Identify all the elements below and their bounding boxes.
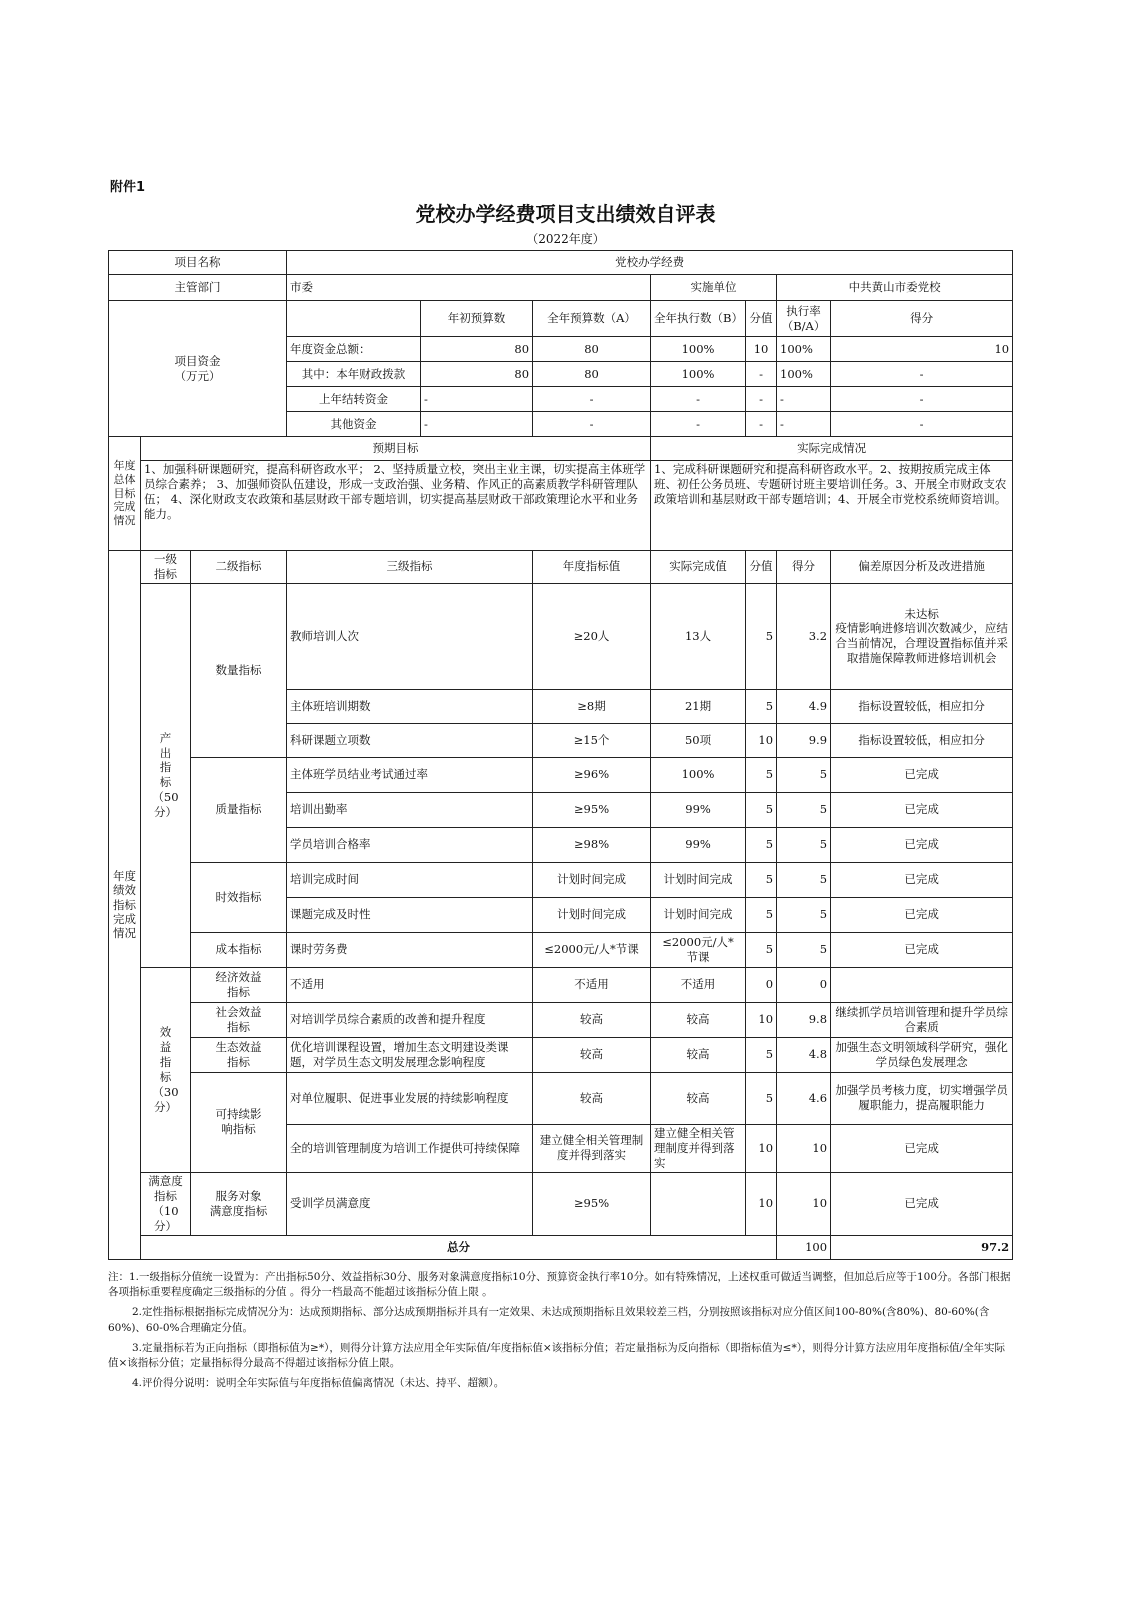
funds-cell: 10 bbox=[746, 337, 777, 362]
indicator-target: ≥96% bbox=[533, 757, 651, 792]
funds-cell: - bbox=[746, 412, 777, 437]
funds-cell: 80 bbox=[533, 362, 651, 387]
funds-cell: 80 bbox=[421, 337, 533, 362]
expected-goal-text: 1、加强科研课题研究，提高科研咨政水平； 2、坚持质量立校，突出主业主课，切实提高主体班学员综合素养； 3、加强师资队伍建设，形成一支政治强、业务精、作风正的高素质教学科研管理队伍； 4、深化财政支农政策和基层财政干部专题培训，切实提高基层财政干部政策理论水平和业务能力。 bbox=[141, 461, 651, 551]
funds-cell: - bbox=[777, 412, 831, 437]
indicator-name: 对培训学员综合素质的改善和提升程度 bbox=[287, 1002, 533, 1037]
indicator-target: 建立健全相关管理制度并得到落实 bbox=[533, 1124, 651, 1172]
funds-cell: - bbox=[651, 412, 746, 437]
project-name-value: 党校办学经费 bbox=[287, 251, 1013, 275]
l2-cost: 成本指标 bbox=[191, 932, 287, 967]
l2-economic: 经济效益 指标 bbox=[191, 967, 287, 1002]
funds-header-col: 分值 bbox=[746, 301, 777, 337]
funds-header-col: 年初预算数 bbox=[421, 301, 533, 337]
indicator-score: 5 bbox=[746, 792, 777, 827]
indicator-name: 课题完成及时性 bbox=[287, 897, 533, 932]
actual-goal-header: 实际完成情况 bbox=[651, 437, 1013, 461]
indicator-name: 培训完成时间 bbox=[287, 862, 533, 897]
indicator-got: 5 bbox=[777, 827, 831, 862]
indicator-name: 全的培训管理制度为培训工作提供可持续保障 bbox=[287, 1124, 533, 1172]
header-got: 得分 bbox=[777, 551, 831, 584]
l2-ecological: 生态效益 指标 bbox=[191, 1037, 287, 1072]
indicator-target: 较高 bbox=[533, 1072, 651, 1124]
indicator-target: ≥98% bbox=[533, 827, 651, 862]
indicator-reason bbox=[831, 967, 1013, 1002]
funds-cell: - bbox=[421, 387, 533, 412]
indicator-score: 5 bbox=[746, 862, 777, 897]
indicator-actual: 建立健全相关管理制度并得到落实 bbox=[651, 1124, 746, 1172]
indicator-score: 5 bbox=[746, 1037, 777, 1072]
page-title: 党校办学经费项目支出绩效自评表 bbox=[415, 202, 716, 226]
indicator-score: 0 bbox=[746, 967, 777, 1002]
indicator-actual: 99% bbox=[651, 827, 746, 862]
indicator-name: 培训出勤率 bbox=[287, 792, 533, 827]
indicator-target: 较高 bbox=[533, 1037, 651, 1072]
indicator-score: 10 bbox=[746, 1124, 777, 1172]
indicator-reason: 已完成 bbox=[831, 827, 1013, 862]
indicator-got: 9.8 bbox=[777, 1002, 831, 1037]
indicator-target: ≤2000元/人*节课 bbox=[533, 932, 651, 967]
indicator-reason: 已完成 bbox=[831, 792, 1013, 827]
indicator-score: 5 bbox=[746, 689, 777, 723]
indicator-score: 5 bbox=[746, 757, 777, 792]
funds-header-col: 全年执行数（B） bbox=[651, 301, 746, 337]
l2-timeliness: 时效指标 bbox=[191, 862, 287, 932]
l2-sustainable: 可持续影 响指标 bbox=[191, 1072, 287, 1172]
l2-service: 服务对象 满意度指标 bbox=[191, 1172, 287, 1235]
indicator-score: 5 bbox=[746, 932, 777, 967]
indicator-target: ≥95% bbox=[533, 792, 651, 827]
header-actual: 实际完成值 bbox=[651, 551, 746, 584]
funds-cell: 100% bbox=[777, 337, 831, 362]
funds-cell: - bbox=[421, 412, 533, 437]
indicator-got: 5 bbox=[777, 757, 831, 792]
indicator-actual: 较高 bbox=[651, 1037, 746, 1072]
indicator-actual: 13人 bbox=[651, 583, 746, 689]
indicator-got: 5 bbox=[777, 932, 831, 967]
funds-cell: - bbox=[831, 412, 1013, 437]
dept-label: 主管部门 bbox=[109, 275, 287, 301]
indicator-actual: 计划时间完成 bbox=[651, 897, 746, 932]
funds-cell: 80 bbox=[421, 362, 533, 387]
indicator-actual: 较高 bbox=[651, 1002, 746, 1037]
indicator-got: 3.2 bbox=[777, 583, 831, 689]
l2-quantity: 数量指标 bbox=[191, 583, 287, 757]
funds-row-label: 年度资金总额： bbox=[287, 337, 421, 362]
header-l1: 一级 指标 bbox=[141, 551, 191, 584]
indicator-reason: 已完成 bbox=[831, 862, 1013, 897]
indicator-reason: 已完成 bbox=[831, 757, 1013, 792]
satisfaction-indicator-label: 满意度 指标 （10分） bbox=[141, 1172, 191, 1235]
indicator-got: 5 bbox=[777, 792, 831, 827]
funds-cell: - bbox=[777, 387, 831, 412]
indicator-got: 4.9 bbox=[777, 689, 831, 723]
year-subtitle: （2022年度） bbox=[526, 232, 605, 246]
note-item: 4.评价得分说明：说明全年实际值与年度指标值偏离情况（未达、持平、超额）。 bbox=[132, 1377, 505, 1390]
indicator-name: 教师培训人次 bbox=[287, 583, 533, 689]
total-got: 97.2 bbox=[831, 1235, 1013, 1259]
total-score: 100 bbox=[777, 1235, 831, 1259]
indicator-got: 10 bbox=[777, 1124, 831, 1172]
funds-row-label: 上年结转资金 bbox=[287, 387, 421, 412]
benefit-indicator-label: 效 益 指 标 （30分） bbox=[141, 967, 191, 1172]
indicator-name: 不适用 bbox=[287, 967, 533, 1002]
indicator-name: 优化培训课程设置，增加生态文明建设类课题，对学员生态文明发展理念影响程度 bbox=[287, 1037, 533, 1072]
indicator-score: 5 bbox=[746, 897, 777, 932]
header-l2: 二级指标 bbox=[191, 551, 287, 584]
indicator-name: 学员培训合格率 bbox=[287, 827, 533, 862]
funds-cell: - bbox=[746, 387, 777, 412]
indicator-got: 0 bbox=[777, 967, 831, 1002]
indicator-name: 课时劳务费 bbox=[287, 932, 533, 967]
indicator-score: 5 bbox=[746, 583, 777, 689]
header-l3: 三级指标 bbox=[287, 551, 533, 584]
footnotes bbox=[108, 1270, 1012, 1397]
expected-goal-header: 预期目标 bbox=[141, 437, 651, 461]
indicator-score: 10 bbox=[746, 1002, 777, 1037]
funds-cell: - bbox=[651, 387, 746, 412]
indicator-name: 科研课题立项数 bbox=[287, 723, 533, 757]
indicator-got: 10 bbox=[777, 1172, 831, 1235]
funds-cell: 100% bbox=[651, 337, 746, 362]
unit-value: 中共黄山市委党校 bbox=[777, 275, 1013, 301]
funds-row-label: 其中：本年财政拨款 bbox=[287, 362, 421, 387]
header-reason: 偏差原因分析及改进措施 bbox=[831, 551, 1013, 584]
indicator-reason: 指标设置较低，相应扣分 bbox=[831, 723, 1013, 757]
indicator-reason: 已完成 bbox=[831, 897, 1013, 932]
header-target: 年度指标值 bbox=[533, 551, 651, 584]
indicator-target: ≥15个 bbox=[533, 723, 651, 757]
dept-value: 市委 bbox=[287, 275, 651, 301]
indicator-got: 5 bbox=[777, 862, 831, 897]
indicator-actual: ≤2000元/人* 节课 bbox=[651, 932, 746, 967]
indicator-score: 10 bbox=[746, 1172, 777, 1235]
indicator-actual: 21期 bbox=[651, 689, 746, 723]
attachment-label: 附件1 bbox=[110, 180, 146, 195]
funds-cell: - bbox=[831, 387, 1013, 412]
output-indicator-label: 产 出 指 标 （50分） bbox=[141, 583, 191, 967]
funds-row-label: 其他资金 bbox=[287, 412, 421, 437]
indicator-actual: 计划时间完成 bbox=[651, 862, 746, 897]
indicator-reason: 继续抓学员培训管理和提升学员综合素质 bbox=[831, 1002, 1013, 1037]
indicator-name: 主体班学员结业考试通过率 bbox=[287, 757, 533, 792]
funds-cell: 100% bbox=[777, 362, 831, 387]
actual-goal-text: 1、完成科研课题研究和提高科研咨政水平。2、按期按质完成主体班、初任公务员班、专题研讨班主要培训任务。3、开展全市财政支农政策培训和基层财政干部专题培训；4、开展全市党校系统师资培训。 bbox=[651, 461, 1013, 551]
indicator-got: 5 bbox=[777, 897, 831, 932]
indicator-actual: 100% bbox=[651, 757, 746, 792]
indicator-actual: 50项 bbox=[651, 723, 746, 757]
indicator-target: ≥8期 bbox=[533, 689, 651, 723]
indicator-score: 10 bbox=[746, 723, 777, 757]
total-label: 总分 bbox=[141, 1235, 777, 1259]
l2-quality: 质量指标 bbox=[191, 757, 287, 862]
funds-header-col: 得分 bbox=[831, 301, 1013, 337]
funds-cell: - bbox=[831, 362, 1013, 387]
indicator-got: 4.6 bbox=[777, 1072, 831, 1124]
funds-cell: - bbox=[533, 412, 651, 437]
funds-label: 项目资金 （万元） bbox=[109, 301, 287, 437]
indicator-name: 主体班培训期数 bbox=[287, 689, 533, 723]
note-item: 注：1.一级指标分值统一设置为：产出指标50分、效益指标30分、服务对象满意度指标10分、预算资金执行率10分。如有特殊情况，上述权重可做适当调整，但加总后应等于100分。各部门根据各项指标重要程度确定三级指标的分值 。得分一档最高不能超过该指标分值上限 。 bbox=[108, 1271, 1011, 1299]
indicator-target: 不适用 bbox=[533, 967, 651, 1002]
indicator-target: ≥95% bbox=[533, 1172, 651, 1235]
indicator-reason: 已完成 bbox=[831, 932, 1013, 967]
indicator-target: 计划时间完成 bbox=[533, 862, 651, 897]
note-item: 3.定量指标若为正向指标（即指标值为≥*），则得分计算方法应用全年实际值/年度指标值×该指标分值；若定量指标为反向指标（即指标值为≤*），则得分计算方法应用年度指标值/全年实际值×该指标分值；定量指标得分最高不得超过该指标分值上限。 bbox=[108, 1341, 1005, 1370]
indicator-actual bbox=[651, 1172, 746, 1235]
indicator-got: 4.8 bbox=[777, 1037, 831, 1072]
indicator-actual: 较高 bbox=[651, 1072, 746, 1124]
funds-header-col: 全年预算数（A） bbox=[533, 301, 651, 337]
indicator-got: 9.9 bbox=[777, 723, 831, 757]
goals-section-label: 年度总体目标完成情况 bbox=[109, 437, 141, 551]
funds-cell: - bbox=[746, 362, 777, 387]
indicator-target: 较高 bbox=[533, 1002, 651, 1037]
indicator-score: 5 bbox=[746, 827, 777, 862]
indicator-actual: 99% bbox=[651, 792, 746, 827]
indicator-reason: 加强生态文明领域科学研究，强化学员绿色发展理念 bbox=[831, 1037, 1013, 1072]
funds-header-blank bbox=[287, 301, 421, 337]
indicator-score: 5 bbox=[746, 1072, 777, 1124]
project-name-label: 项目名称 bbox=[109, 251, 287, 275]
indicator-reason: 未达标 疫情影响进修培训次数减少，应结合当前情况，合理设置指标值并采取措施保障教师进修培训机会 bbox=[831, 583, 1013, 689]
header-score: 分值 bbox=[746, 551, 777, 584]
note-item: 2.定性指标根据指标完成情况分为：达成预期指标、部分达成预期指标并具有一定效果、未达成预期指标且效果较差三档，分别按照该指标对应分值区间100-80%(含80%)、80-60%(含60%)、60-0%合理确定分值。 bbox=[108, 1306, 990, 1334]
funds-header-col: 执行率 （B/A） bbox=[777, 301, 831, 337]
indicator-name: 受训学员满意度 bbox=[287, 1172, 533, 1235]
funds-cell: 10 bbox=[831, 337, 1013, 362]
indicator-reason: 已完成 bbox=[831, 1172, 1013, 1235]
indicator-reason: 指标设置较低，相应扣分 bbox=[831, 689, 1013, 723]
funds-cell: - bbox=[533, 387, 651, 412]
funds-cell: 100% bbox=[651, 362, 746, 387]
indicator-reason: 加强学员考核力度，切实增强学员履职能力，提高履职能力 bbox=[831, 1072, 1013, 1124]
indicator-actual: 不适用 bbox=[651, 967, 746, 1002]
indicator-target: 计划时间完成 bbox=[533, 897, 651, 932]
indicator-target: ≥20人 bbox=[533, 583, 651, 689]
indicator-name: 对单位履职、促进事业发展的持续影响程度 bbox=[287, 1072, 533, 1124]
unit-label: 实施单位 bbox=[651, 275, 777, 301]
l2-social: 社会效益 指标 bbox=[191, 1002, 287, 1037]
indicator-reason: 已完成 bbox=[831, 1124, 1013, 1172]
evaluation-table bbox=[108, 250, 1013, 1260]
indicators-section-label: 年度绩效指标完成情况 bbox=[109, 551, 141, 1260]
funds-cell: 80 bbox=[533, 337, 651, 362]
